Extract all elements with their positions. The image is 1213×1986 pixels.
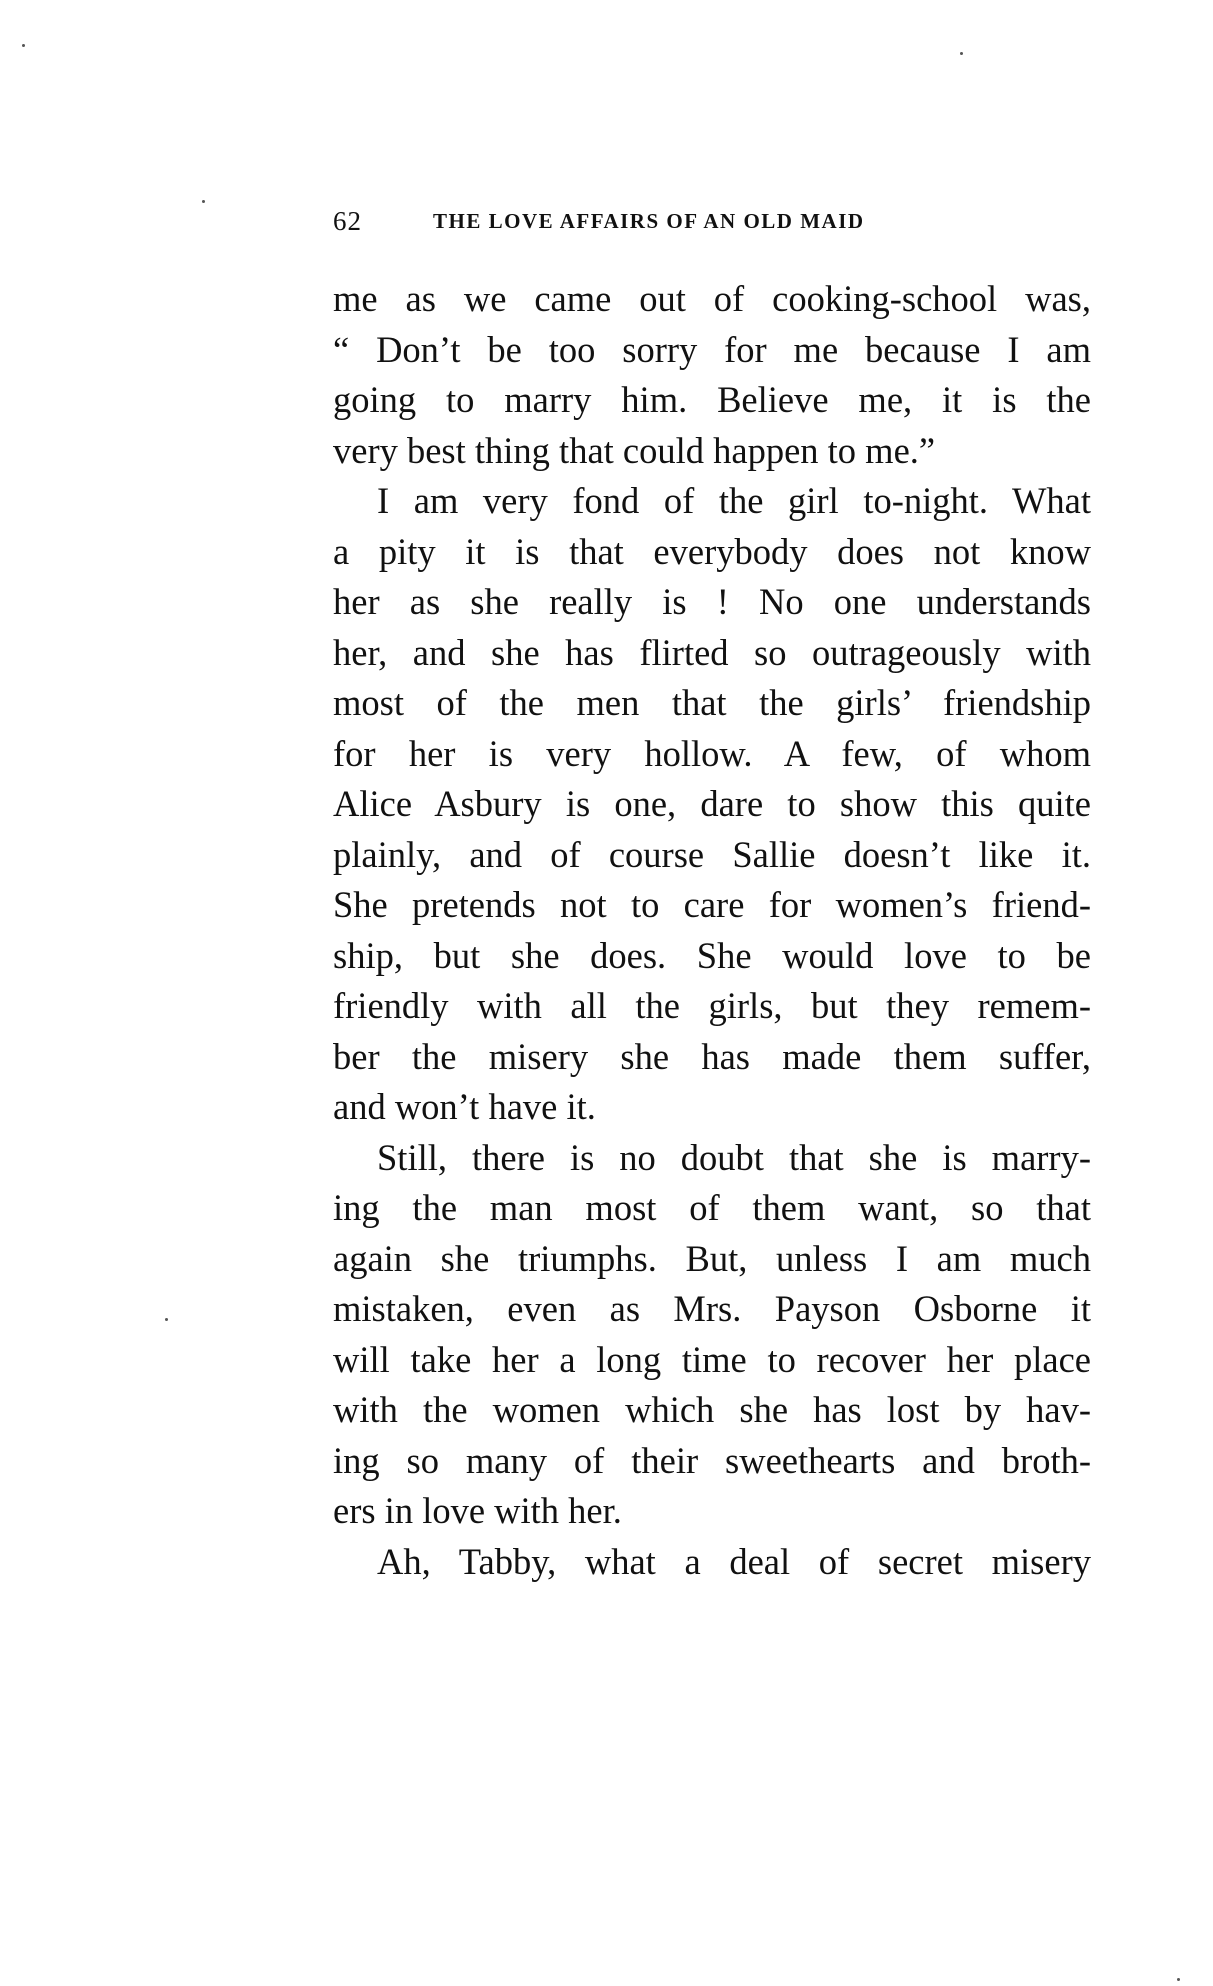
text-line: going to marry him. Believe me, it is the (333, 379, 1091, 420)
text-line: will take her a long time to recover her place (333, 1338, 1091, 1380)
text-line: me as we came out of cooking-school was, (333, 278, 1091, 319)
scan-speck (202, 200, 205, 203)
text-line: Ah, Tabby, what a deal of secret misery (377, 1540, 1091, 1582)
text-line: ship, but she does. She would love to be (333, 934, 1091, 976)
text-line: her as she really is ! No one understands (333, 581, 1091, 622)
text-line: Still, there is no doubt that she is marry- (377, 1136, 1091, 1178)
scan-speck (22, 44, 25, 47)
text-line: with the women which she has lost by hav- (333, 1389, 1091, 1430)
text-line: She pretends not to care for women’s friend- (333, 884, 1091, 925)
text-line: and won’t have it. (333, 1086, 596, 1127)
text-line: very best thing that could happen to me.” (333, 429, 936, 471)
page-number: 62 (333, 206, 362, 236)
text-line: most of the men that the girls’ friendship (333, 682, 1091, 723)
text-line: “ Don’t be too sorry for me because I am (333, 328, 1091, 370)
text-line: ing the man most of them want, so that (333, 1187, 1091, 1228)
text-line: a pity it is that everybody does not know (333, 530, 1091, 572)
text-line: mistaken, even as Mrs. Payson Osborne it (333, 1288, 1091, 1329)
text-line: for her is very hollow. A few, of whom (333, 732, 1091, 774)
text-line: I am very fond of the girl to-night. What (377, 480, 1091, 521)
text-line: ers in love with her. (333, 1490, 622, 1531)
text-line: plainly, and of course Sallie doesn’t like it. (333, 833, 1091, 875)
running-title: THE LOVE AFFAIRS OF AN OLD MAID (433, 209, 865, 233)
text-line: again she triumphs. But, unless I am much (333, 1237, 1091, 1279)
scan-speck (960, 52, 963, 55)
scan-speck (1177, 1978, 1180, 1981)
text-line: ber the misery she has made them suffer, (333, 1035, 1091, 1077)
scan-speck (165, 1318, 168, 1321)
text-line: Alice Asbury is one, dare to show this quite (333, 783, 1091, 824)
text-line: friendly with all the girls, but they remem- (333, 985, 1091, 1026)
body-text (333, 274, 1091, 1587)
text-line: ing so many of their sweethearts and broth- (333, 1439, 1091, 1481)
running-head (333, 206, 1093, 236)
text-line: her, and she has flirted so outrageously with (333, 631, 1091, 673)
